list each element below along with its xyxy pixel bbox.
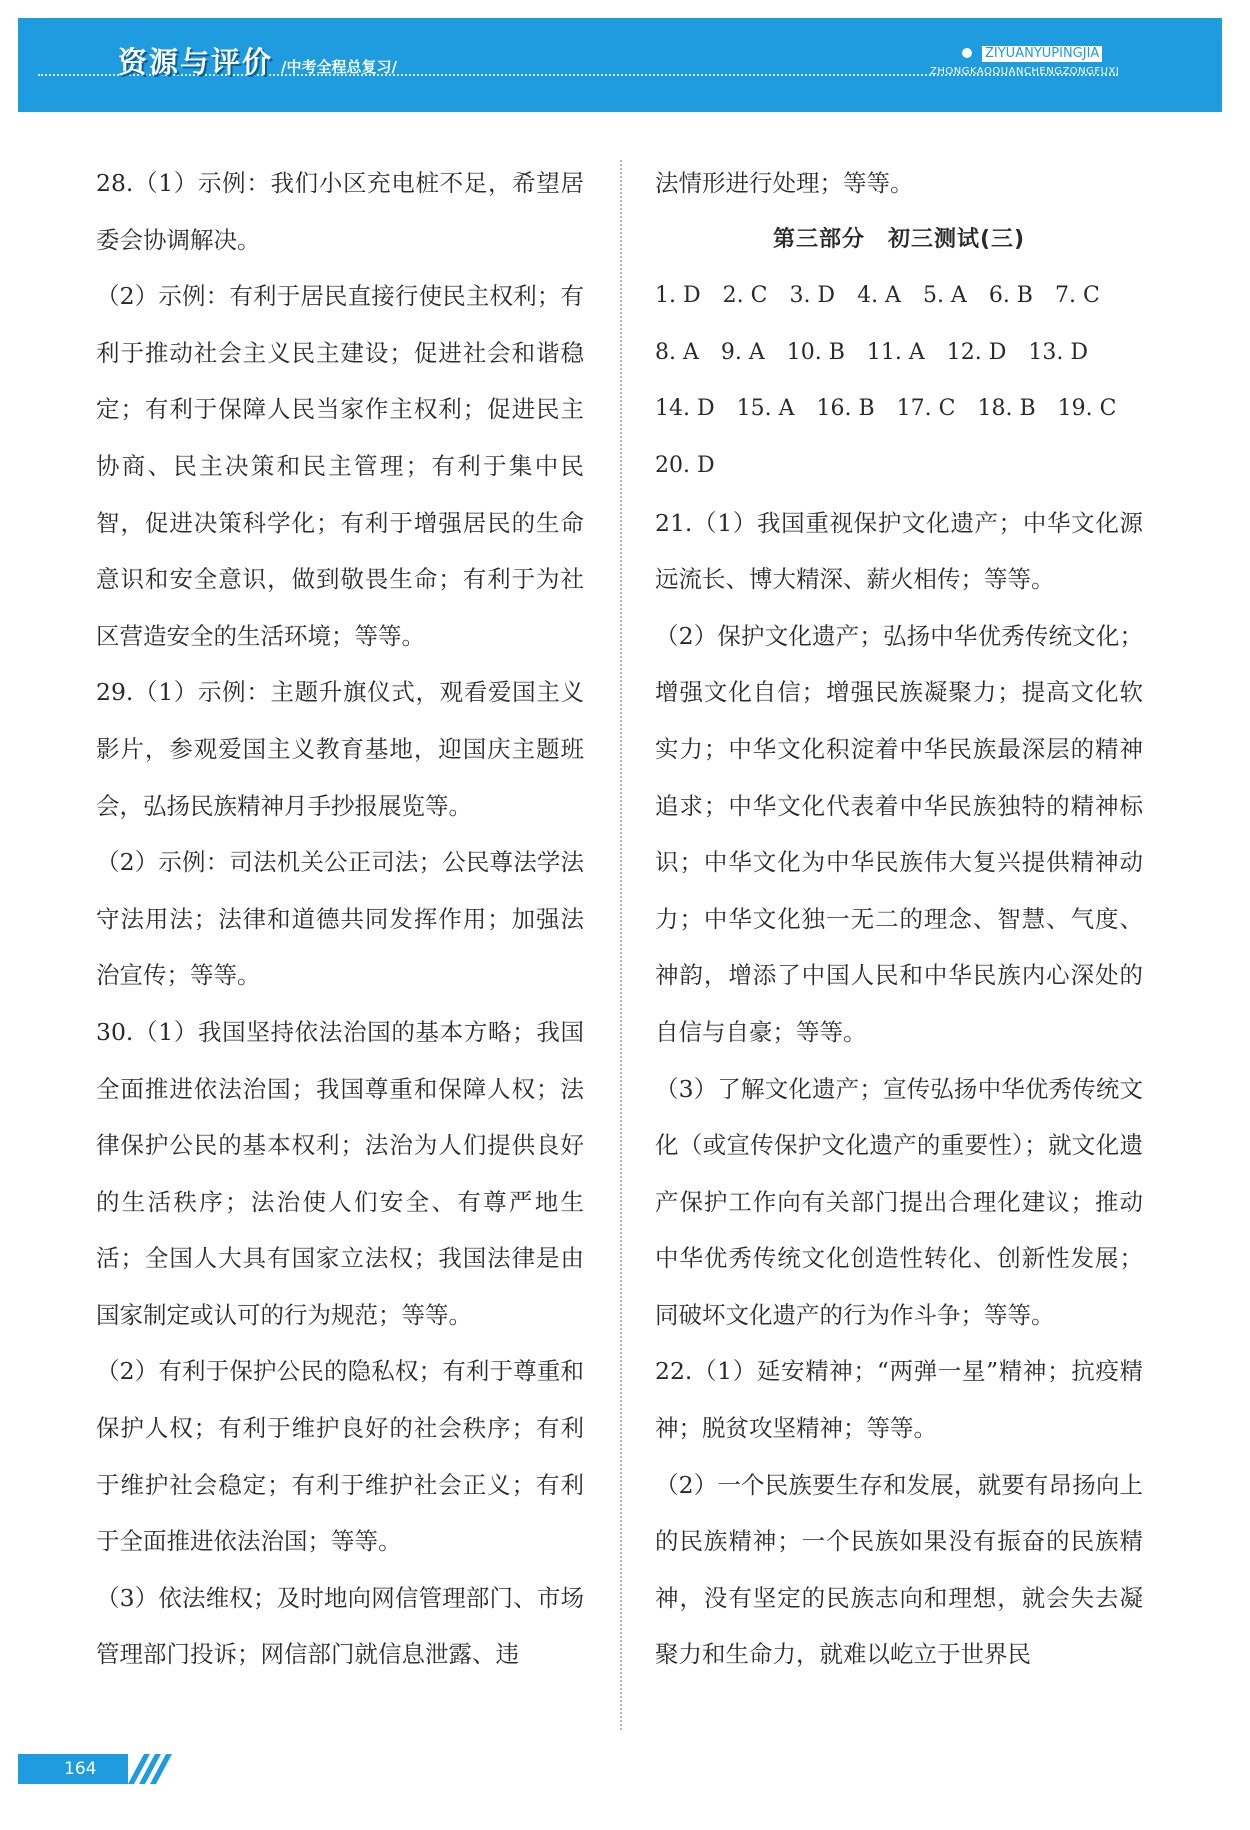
continuation-text: 法情形进行处理；等等。 bbox=[655, 169, 914, 197]
choice-answer: 1. D bbox=[655, 283, 701, 309]
answer-paragraph: （2）有利于保护公民的隐私权；有利于尊重和保护人权；有利于维护良好的社会秩序；有利于维护社会稳定；有利于维护社会正义；有利于全面推进依法治国；等等。 bbox=[96, 1357, 584, 1556]
answer-row bbox=[655, 325, 1143, 382]
choice-answer: 14. D bbox=[655, 396, 715, 422]
answer-row bbox=[655, 381, 1143, 438]
choice-answer: 16. B bbox=[816, 396, 875, 422]
answer-paragraph: 22.（1）延安精神；“两弹一星”精神；抗疫精神；脱贫攻坚精神；等等。 bbox=[655, 1357, 1143, 1443]
answer-paragraph: 29.（1）示例：主题升旗仪式，观看爱国主义影片，参观爱国主义教育基地，迎国庆主题班会，弘扬民族精神月手抄报展览等。 bbox=[96, 678, 584, 820]
answer-paragraph: （3）依法维权；及时地向网信管理部门、市场管理部门投诉；网信部门就信息泄露、违 bbox=[96, 1583, 584, 1669]
answer-row bbox=[655, 438, 1143, 495]
choice-answer: 8. A bbox=[655, 339, 699, 365]
answer-row bbox=[655, 268, 1143, 325]
right-column bbox=[655, 155, 1143, 1683]
choice-answer: 17. C bbox=[896, 396, 956, 422]
dot-icon bbox=[962, 48, 972, 58]
choice-answer: 10. B bbox=[786, 339, 845, 365]
book-subtitle: /中考全程总复习/ bbox=[281, 58, 397, 76]
answer-paragraph: （3）了解文化遗产；宣传弘扬中华优秀传统文化（或宣传保护文化遗产的重要性）；就文化遗产保护工作向有关部门提出合理化建议；推动中华优秀传统文化创造性转化、创新性发展；同破坏文化遗产的行为作斗争；等等。 bbox=[655, 1074, 1143, 1329]
section-title: 第三部分 初三测试(三) bbox=[772, 226, 1026, 252]
choice-answer: 18. B bbox=[977, 396, 1036, 422]
left-column bbox=[96, 155, 584, 1683]
choice-answers bbox=[655, 268, 1143, 494]
choice-answer: 12. D bbox=[946, 339, 1007, 365]
answer-paragraph: （2）保护文化遗产；弘扬中华优秀传统文化；增强文化自信；增强民族凝聚力；提高文化软实力；中华文化积淀着中华民族最深层的精神追求；中华文化代表着中华民族独特的精神标识；中华文化为中华民族伟大复兴提供精神动力；中华文化独一无二的理念、智慧、气度、神韵，增添了中国人民和中华民族内心深处的自信与自豪；等等。 bbox=[655, 621, 1143, 1046]
choice-answer: 9. A bbox=[720, 339, 765, 365]
answer-paragraph: （2）示例：有利于居民直接行使民主权利；有利于推动社会主义民主建设；促进社会和谐稳定；有利于保障人民当家作主权利；促进民主协商、民主决策和民主管理；有利于集中民智，促进决策科学化；有利于增强居民的生命意识和安全意识，做到敬畏生命；有利于为社区营造安全的生活环境；等等。 bbox=[96, 282, 584, 650]
column-divider bbox=[620, 160, 622, 1730]
choice-answer: 13. D bbox=[1028, 339, 1089, 365]
pinyin-subtitle: ZHONGKAOQUANCHENGZONGFUXI bbox=[930, 66, 1120, 77]
choice-answer: 20. D bbox=[655, 452, 715, 478]
choice-answer: 11. A bbox=[866, 339, 925, 365]
answer-paragraph: （2）一个民族要生存和发展，就要有昂扬向上的民族精神；一个民族如果没有振奋的民族精神，没有坚定的民族志向和理想，就会失去凝聚力和生命力，就难以屹立于世界民 bbox=[655, 1470, 1143, 1669]
brand bbox=[118, 40, 397, 81]
pinyin-title: ZIYUANYUPINGJIA bbox=[982, 46, 1102, 62]
answer-paragraph: 30.（1）我国坚持依法治国的基本方略；我国全面推进依法治国；我国尊重和保障人权；法律保护公民的基本权利；法治为人们提供良好的生活秩序；法治使人们安全、有尊严地生活；全国人大具有国家立法权；我国法律是由国家制定或认可的行为规范；等等。 bbox=[96, 1017, 584, 1329]
choice-answer: 3. D bbox=[789, 283, 836, 309]
choice-answer: 6. B bbox=[988, 283, 1033, 309]
choice-answer: 2. C bbox=[722, 283, 768, 309]
book-title: 资源与评价 bbox=[118, 45, 274, 79]
choice-answer: 7. C bbox=[1054, 283, 1100, 309]
choice-answer: 4. A bbox=[857, 283, 901, 309]
choice-answer: 15. A bbox=[736, 396, 795, 422]
choice-answer: 5. A bbox=[922, 283, 967, 309]
page-number: 164 bbox=[64, 1759, 97, 1779]
choice-answer: 19. C bbox=[1057, 396, 1117, 422]
answer-paragraph: （2）示例：司法机关公正司法；公民尊法学法守法用法；法律和道德共同发挥作用；加强法治宣传；等等。 bbox=[96, 848, 584, 990]
answer-paragraph: 28.（1）示例：我们小区充电桩不足，希望居委会协调解决。 bbox=[96, 169, 584, 254]
answer-paragraph: 21.（1）我国重视保护文化遗产；中华文化源远流长、博大精深、薪火相传；等等。 bbox=[655, 508, 1143, 594]
